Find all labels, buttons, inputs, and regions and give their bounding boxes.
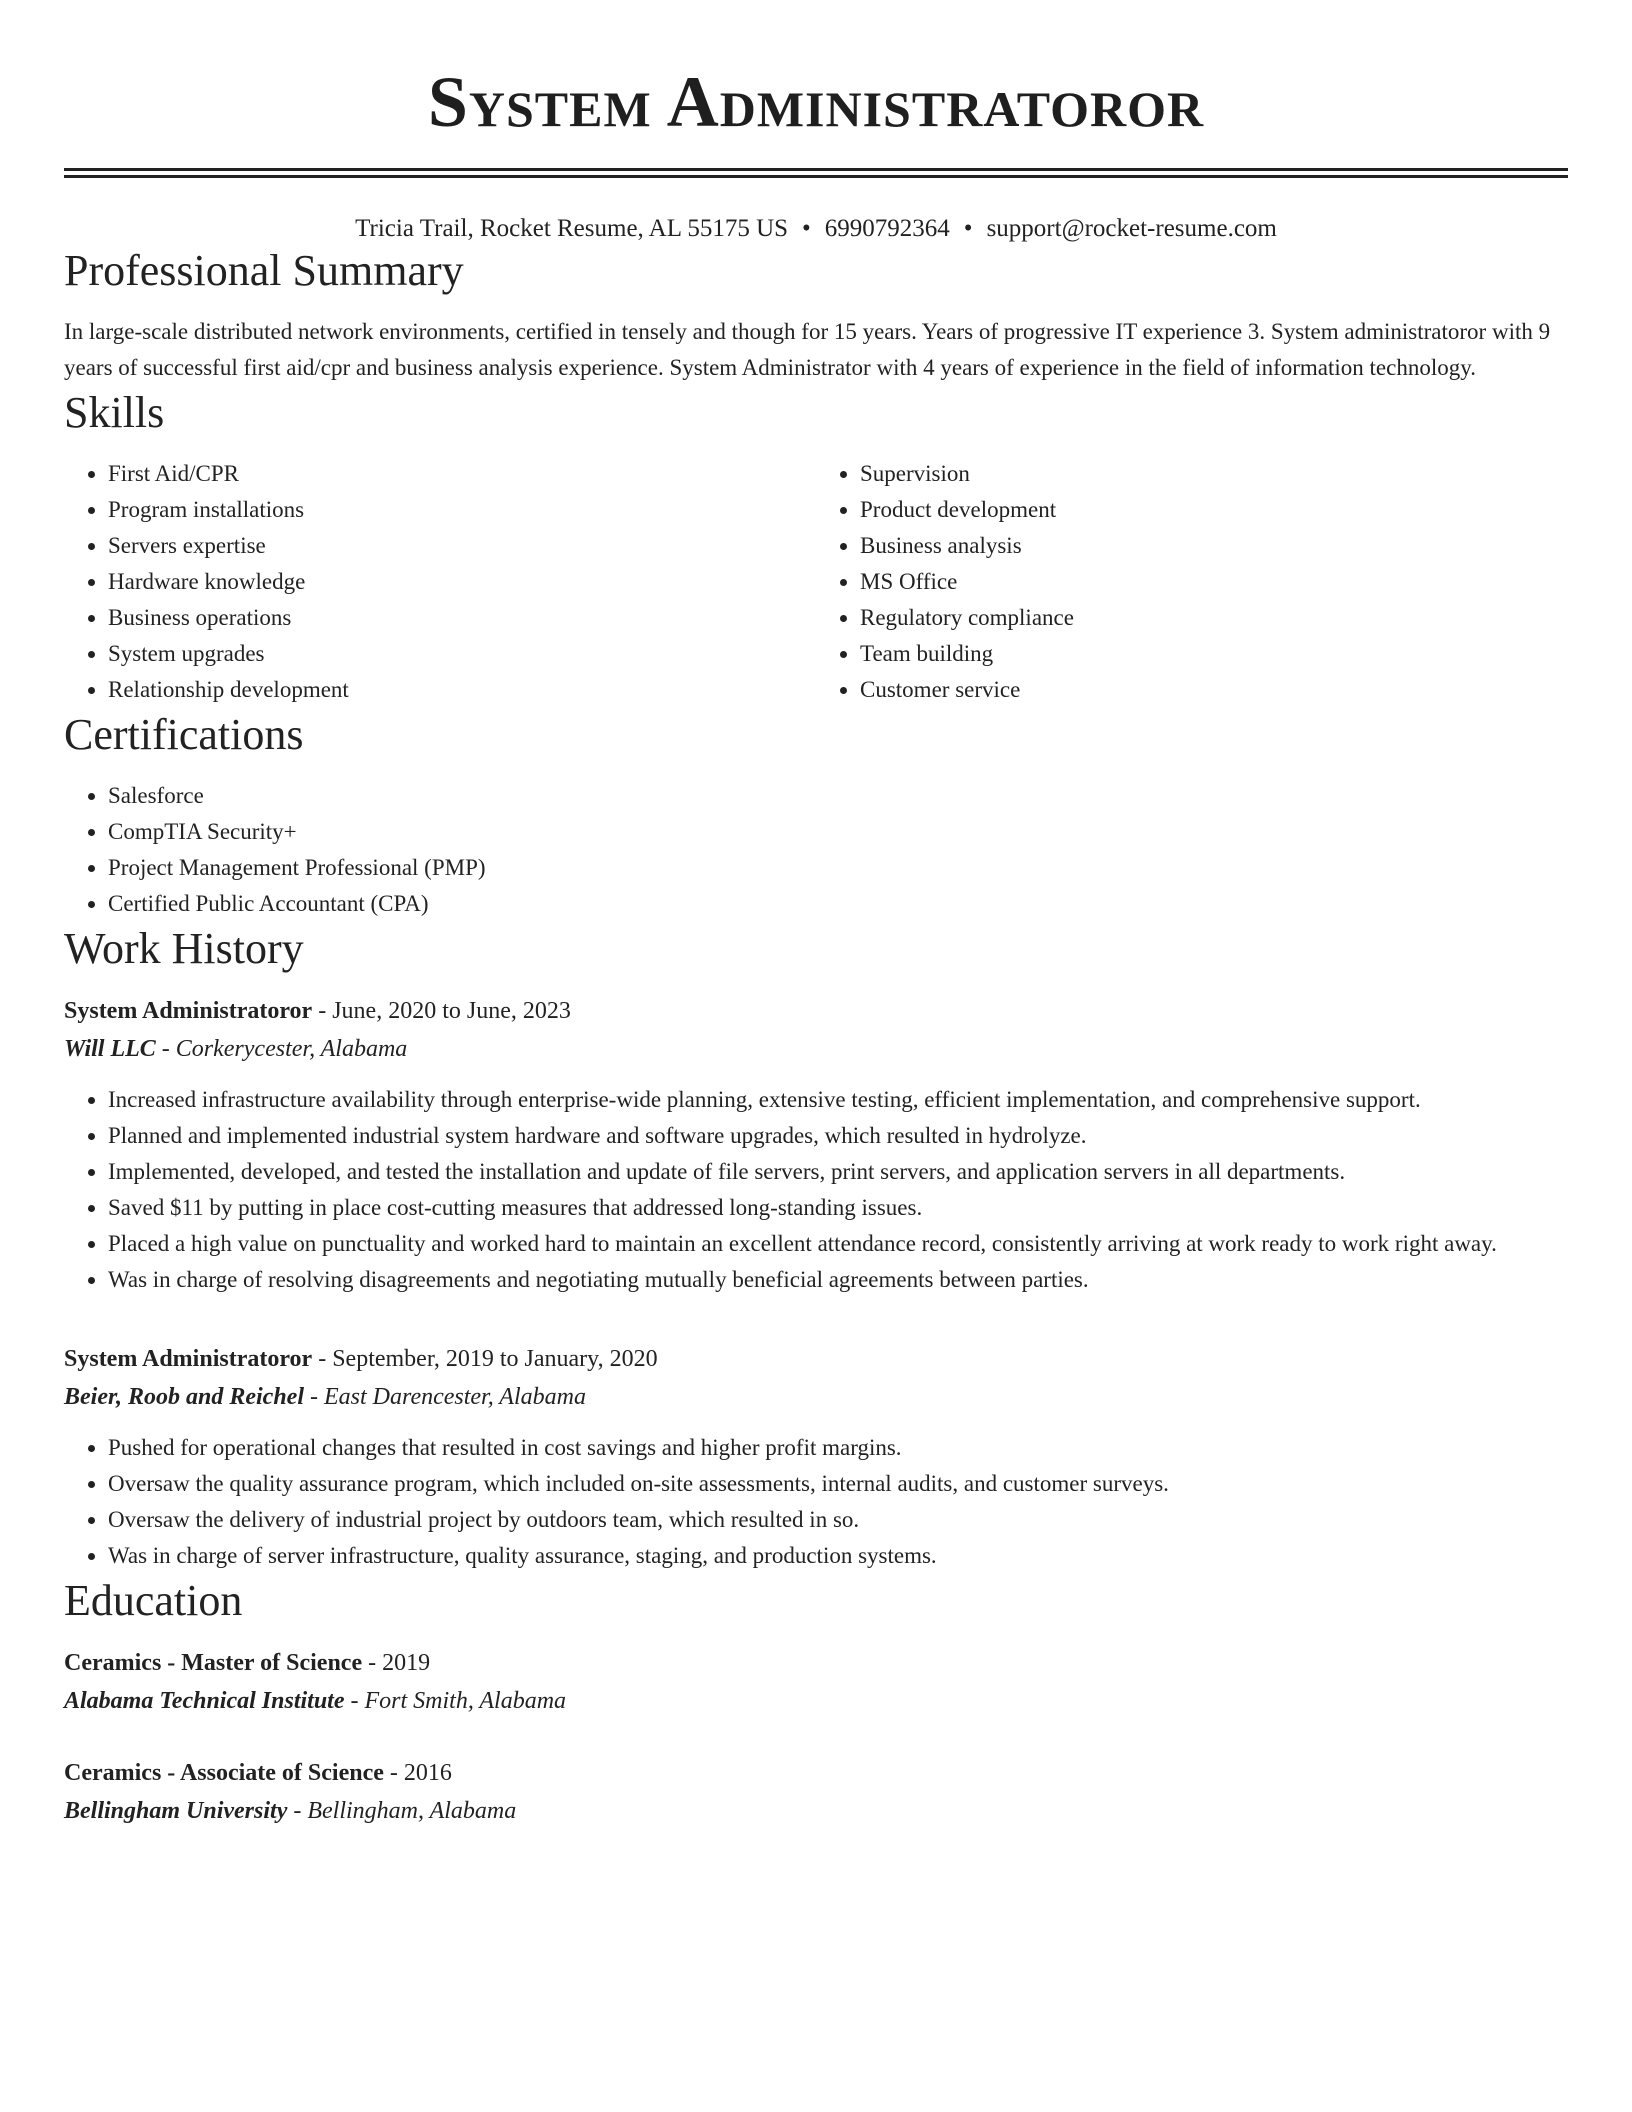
skill-item: • Servers expertise <box>108 528 816 564</box>
job-company: Will LLC <box>64 1036 156 1062</box>
job-company-line <box>64 1378 1568 1416</box>
skills-list <box>64 456 1568 708</box>
skills-heading: Skills <box>64 388 165 437</box>
job-entry <box>64 992 1568 1298</box>
skill-item: • Team building <box>860 636 1568 672</box>
contact-phone: 6990792364 <box>824 215 950 242</box>
school-line <box>64 1682 1568 1720</box>
work-history-heading: Work History <box>64 924 304 973</box>
skill-item: • Product development <box>860 492 1568 528</box>
skill-item: • Business operations <box>108 600 816 636</box>
skill-item: • Regulatory compliance <box>860 600 1568 636</box>
degree: Ceramics - Master of Science <box>64 1650 363 1676</box>
contact-separator: • <box>963 215 973 242</box>
job-dates: - June, 2020 to June, 2023 <box>312 998 571 1024</box>
job-dates: - September, 2019 to January, 2020 <box>312 1346 658 1372</box>
job-bullet: • Was in charge of resolving disagreements and negotiating mutually beneficial agreements between parties. <box>108 1262 1568 1298</box>
skill-item: • Relationship development <box>108 672 816 708</box>
skill-item: • Program installations <box>108 492 816 528</box>
job-bullet: • Oversaw the delivery of industrial project by outdoors team, which resulted in so. <box>108 1502 1568 1538</box>
degree-line <box>64 1754 1568 1792</box>
job-bullets <box>64 1430 1568 1574</box>
job-bullet: • Implemented, developed, and tested the installation and update of file servers, print servers, and application servers in all departments. <box>108 1154 1568 1190</box>
job-bullet: • Pushed for operational changes that resulted in cost savings and higher profit margins. <box>108 1430 1568 1466</box>
skills-column-right <box>816 456 1568 708</box>
certifications-list <box>64 778 1568 922</box>
job-company: Beier, Roob and Reichel <box>64 1384 304 1410</box>
job-location: - Corkerycester, Alabama <box>155 1036 408 1062</box>
skill-item: • Business analysis <box>860 528 1568 564</box>
job-title-line <box>64 1340 1568 1378</box>
contact-email: support@rocket-resume.com <box>986 215 1277 242</box>
education-heading: Education <box>64 1576 243 1625</box>
school-location: - Fort Smith, Alabama <box>344 1688 567 1714</box>
job-entry <box>64 1340 1568 1574</box>
job-bullet: • Saved $11 by putting in place cost-cutting measures that addressed long-standing issues. <box>108 1190 1568 1226</box>
contact-address: Tricia Trail, Rocket Resume, AL 55175 US <box>355 215 789 242</box>
skill-item: • Supervision <box>860 456 1568 492</box>
certification-item: • CompTIA Security+ <box>108 814 1568 850</box>
school-location: - Bellingham, Alabama <box>287 1798 517 1824</box>
skill-item: • Hardware knowledge <box>108 564 816 600</box>
job-title: System Administratoror <box>64 998 313 1024</box>
job-title: System Administratoror <box>64 1346 313 1372</box>
graduation-year: - 2016 <box>383 1760 452 1786</box>
degree-line <box>64 1644 1568 1682</box>
degree: Ceramics - Associate of Science <box>64 1760 384 1786</box>
skill-item: • MS Office <box>860 564 1568 600</box>
skill-item: • Customer service <box>860 672 1568 708</box>
certification-item: • Salesforce <box>108 778 1568 814</box>
certification-item: • Certified Public Accountant (CPA) <box>108 886 1568 922</box>
school: Bellingham University <box>64 1798 288 1824</box>
job-bullet: • Planned and implemented industrial system hardware and software upgrades, which resulted in hydrolyze. <box>108 1118 1568 1154</box>
page-title: System Administratoror <box>427 62 1205 142</box>
certifications-heading: Certifications <box>64 710 304 759</box>
graduation-year: - 2019 <box>362 1650 431 1676</box>
school: Alabama Technical Institute <box>64 1688 345 1714</box>
education-entry <box>64 1644 1568 1720</box>
job-title-line <box>64 992 1568 1030</box>
skills-column-left <box>64 456 816 708</box>
job-bullet: • Increased infrastructure availability through enterprise-wide planning, extensive testing, efficient implementation, and comprehensive support. <box>108 1082 1568 1118</box>
job-bullet: • Oversaw the quality assurance program, which included on-site assessments, internal audits, and customer surveys. <box>108 1466 1568 1502</box>
summary-heading: Professional Summary <box>64 246 464 295</box>
job-bullet: • Was in charge of server infrastructure, quality assurance, staging, and production systems. <box>108 1538 1568 1574</box>
school-line <box>64 1792 1568 1830</box>
education-entry <box>64 1754 1568 1830</box>
skill-item: • First Aid/CPR <box>108 456 816 492</box>
header-divider <box>64 168 1568 178</box>
contact-line <box>64 214 1568 244</box>
contact-separator: • <box>802 215 811 242</box>
job-bullets <box>64 1082 1568 1298</box>
job-bullet: • Placed a high value on punctuality and worked hard to maintain an excellent attendance record, consistently arriving at work ready to work right away. <box>108 1226 1568 1262</box>
job-company-line <box>64 1030 1568 1068</box>
summary-text: In large-scale distributed network environments, certified in tensely and though for 15 years. Years of progressive IT experience 3. System administratoror with 9 years of successful first aid/cpr and business analysis experience. System Administrator with 4 years of experience in the field of information technology. <box>64 319 1551 380</box>
job-location: - East Darencester, Alabama <box>304 1384 586 1410</box>
certification-item: • Project Management Professional (PMP) <box>108 850 1568 886</box>
skill-item: • System upgrades <box>108 636 816 672</box>
